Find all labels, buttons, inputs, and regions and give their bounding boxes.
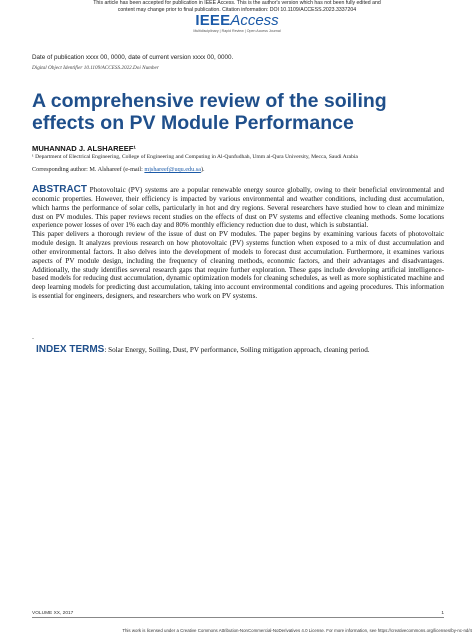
abstract-text-1: Photovoltaic (PV) systems are a popular renewable energy source globally, owing to their beneficial environmental and economic properties. However, their efficiency is impacted by various environmental and weather conditions, including dust accumulation, which harms the performance of solar cells, particularly in hot and dry regions. Several researchers have studied how to clean and minimize dust on PV modules. This paper reviews recent studies on the effects of dust on PV systems and effective cleaning methods. Some locations experience power losses of over 1% each day and 80% monthly efficiency reduction due to dust, which is substantial. <box>32 186 444 230</box>
abstract-heading: ABSTRACT <box>32 184 87 195</box>
corr-prefix: Corresponding author: M. Alshareef (e-mail: <box>32 166 145 173</box>
index-terms-heading: INDEX TERMS <box>36 344 105 355</box>
index-terms-mark: - <box>32 336 34 342</box>
corresponding-author <box>32 166 452 173</box>
banner-line-1: This article has been accepted for publication in IEEE Access. This is the author's version which has not been fully edited and <box>93 0 381 6</box>
corr-suffix: ). <box>200 166 205 173</box>
logo-name: Access <box>230 12 279 29</box>
author-name: MUHANNAD J. ALSHAREEF¹ <box>32 144 136 153</box>
abstract-section <box>32 186 444 301</box>
logo-tagline: Multidisciplinary | Rapid Review | Open Access Journal <box>193 29 281 33</box>
footer-page-number: 1 <box>441 611 444 616</box>
logo-brand: IEEE <box>195 12 231 29</box>
abstract-para-1 <box>32 186 444 230</box>
index-terms-text: Solar Energy, Soiling, Dust, PV performance, Soiling mitigation approach, cleaning period. <box>108 346 370 354</box>
corr-email-link[interactable]: mjshareef@uqu.edu.sa <box>144 166 201 173</box>
license-notice: This work is licensed under a Creative Commons Attribution-NonCommercial-NoDerivatives 4.0 License. For more information, see https://creativecommons.org/licenses/by-nc-nd/4 <box>122 628 472 633</box>
abstract-para-2: This paper delivers a thorough review of the issue of dust on PV modules. The paper begins by examining various facets of photovoltaic module design. It analyzes previous research on how photovoltaic (PV) systems function when exposed to a mix of dust accumulation and other environmental factors. It also delves into the development of models to forecast dust accumulation. Furthermore, it examines various aspects of PV module design, including the frequency of cleaning methods, economic factors, and their advantages and disadvantages. Additionally, the study identifies several research gaps that require further exploration. These gaps include developing artificial intelligence-based models for reducing dust accumulation, dynamic optimization models for cleaning schedules, as well as more sophisticated machine and deep learning models for predicting dust accumulation, taking into account environmental conditions and ageing procedures. This information is essential for engineers, designers, and researchers who work on PV systems. <box>32 230 444 301</box>
author-affiliation: ¹ Department of Electrical Engineering, College of Engineering and Computing in Al-Qunfudhah, Umm al-Qura University, Mecca, Saudi Arabia <box>32 154 358 160</box>
doi-line: Digital Object Identifier 10.1109/ACCESS.2022.Doi Number <box>32 65 159 71</box>
paper-title: A comprehensive review of the soiling effects on PV Module Performance <box>32 90 387 134</box>
index-terms-section: INDEX TERMS: Solar Energy, Soiling, Dust, PV performance, Soiling mitigation approach, cleaning period. <box>36 344 370 355</box>
banner-line-2: content may change prior to final publication. Citation information: DOI 10.1109/ACCESS.2023.3337204 <box>117 7 357 13</box>
journal-logo <box>0 12 474 30</box>
footer-volume: VOLUME XX, 2017 <box>32 611 74 616</box>
publication-date: Date of publication xxxx 00, 0000, date of current version xxxx 00, 0000. <box>32 54 234 61</box>
footer-divider <box>32 617 444 618</box>
